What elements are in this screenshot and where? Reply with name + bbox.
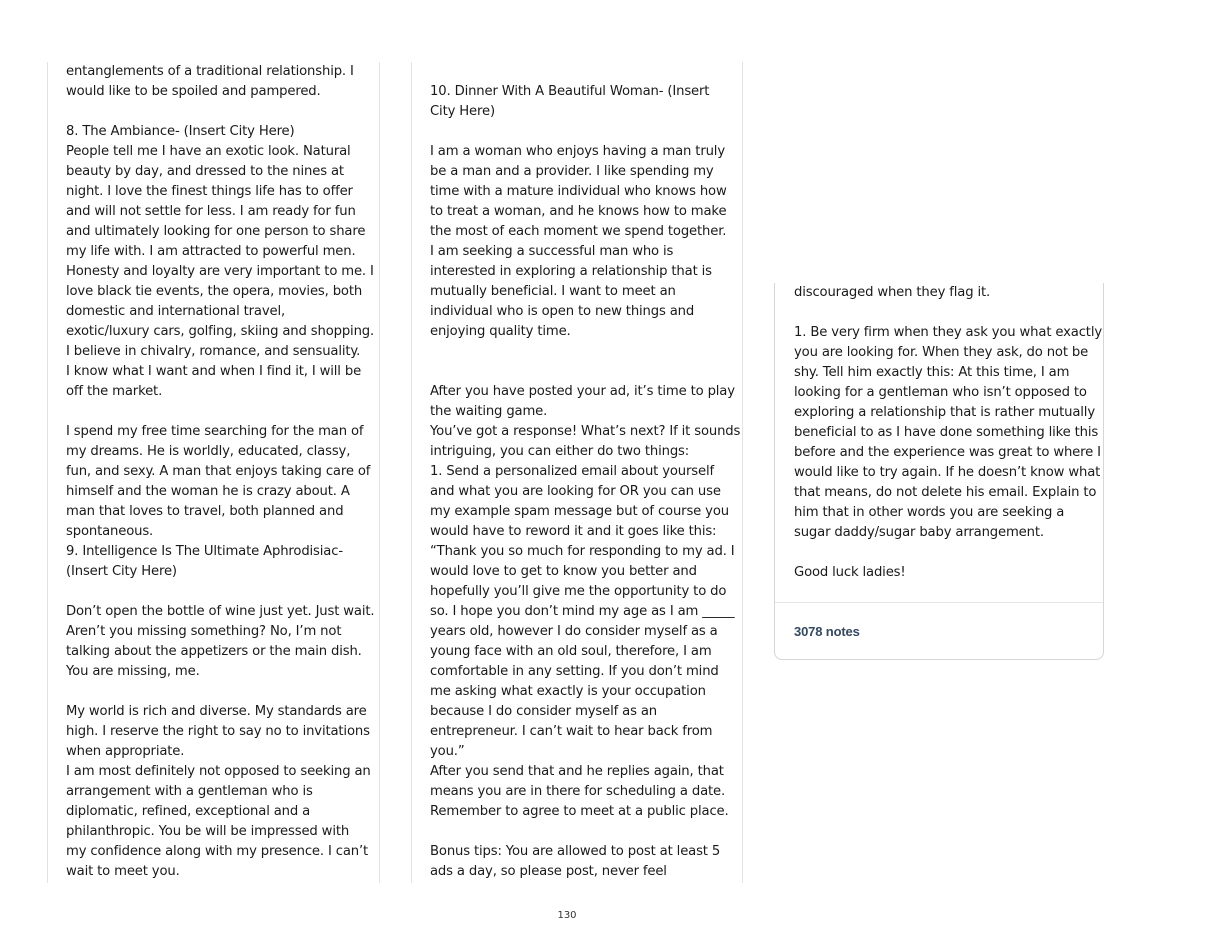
text-line: to treat a woman, and he knows how to make	[430, 204, 727, 219]
text-line: exploring a relationship that is rather mutually	[794, 405, 1095, 420]
text-line: arrangement with a gentleman who is	[66, 784, 313, 799]
card-divider	[775, 602, 1103, 603]
text-line: interested in exploring a relationship that is	[430, 264, 712, 279]
text-line: off the market.	[66, 384, 163, 399]
text-line: I am most definitely not opposed to seeking an	[66, 764, 371, 779]
text-line: the most of each moment we spend together.	[430, 224, 727, 239]
post-heading: (Insert City Here)	[66, 564, 177, 579]
text-line: People tell me I have an exotic look. Natural	[66, 144, 351, 159]
text-line: 1. Be very firm when they ask you what exactly	[794, 325, 1102, 340]
page-number: 130	[557, 910, 577, 921]
post-card	[774, 283, 1104, 660]
text-line: years old, however I do consider myself as a	[430, 624, 718, 639]
text-line: wait to meet you.	[66, 864, 180, 879]
text-line: looking for a gentleman who isn’t opposed to	[794, 385, 1087, 400]
text-column-left	[47, 62, 380, 883]
text-line: me asking what exactly is your occupation	[430, 684, 706, 699]
text-line: philanthropic. You be will be impressed with	[66, 824, 350, 839]
column-left-text	[48, 62, 379, 882]
text-line: domestic and international travel,	[66, 304, 286, 319]
text-line	[66, 682, 361, 702]
text-line	[430, 362, 724, 382]
text-line: My world is rich and diverse. My standards are	[66, 704, 367, 719]
text-line: would like to try again. If he doesn’t know what	[794, 465, 1101, 480]
text-line: diplomatic, refined, exceptional and a	[66, 804, 311, 819]
text-line: you.”	[430, 744, 465, 759]
text-line: entanglements of a traditional relationship. I	[66, 64, 354, 79]
text-line: Don’t open the bottle of wine just yet. Just wait.	[66, 604, 375, 619]
text-line: young face with an old soul, therefore, I am	[430, 644, 712, 659]
text-line	[430, 822, 724, 842]
text-line: my dreams. He is worldly, educated, classy,	[66, 444, 351, 459]
text-line: hopefully you’ll give me the opportunity to do	[430, 584, 727, 599]
post-heading: 10. Dinner With A Beautiful Woman- (Insert	[430, 84, 710, 99]
text-line: my example spam message but of course you	[430, 504, 729, 519]
text-line	[430, 122, 724, 142]
text-line: After you have posted your ad, it’s time to play	[430, 384, 735, 399]
text-line: man that loves to travel, both planned and	[66, 504, 344, 519]
text-line: individual who is open to new things and	[430, 304, 695, 319]
text-line	[66, 402, 361, 422]
text-line: Bonus tips: You are allowed to post at least 5	[430, 844, 721, 859]
text-line: you are looking for. When they ask, do not be	[794, 345, 1089, 360]
text-line: would have to reword it and it goes like this:	[430, 524, 717, 539]
text-line: shy. Tell him exactly this: At this time, I am	[794, 365, 1070, 380]
text-line: him that in other words you are seeking a	[794, 505, 1065, 520]
text-line: that means, do not delete his email. Explain to	[794, 485, 1097, 500]
text-line: and will not settle for less. I am ready for fun	[66, 204, 356, 219]
text-line: I am seeking a successful man who is	[430, 244, 674, 259]
text-line: After you send that and he replies again, that	[430, 764, 724, 779]
text-line	[66, 582, 361, 602]
text-line: when appropriate.	[66, 744, 185, 759]
text-line: because I do consider myself as an	[430, 704, 657, 719]
text-line: would love to get to know you better and	[430, 564, 697, 579]
text-line: and what you are looking for OR you can use	[430, 484, 721, 499]
text-line: intriguing, you can either do two things:	[430, 444, 690, 459]
text-line: I am a woman who enjoys having a man truly	[430, 144, 725, 159]
text-line	[430, 342, 724, 362]
text-line: exotic/luxury cars, golfing, skiing and shopping.	[66, 324, 375, 339]
text-line: means you are in there for scheduling a date.	[430, 784, 726, 799]
text-line: the waiting game.	[430, 404, 548, 419]
text-line	[794, 543, 1085, 563]
text-line: love black tie events, the opera, movies, both	[66, 284, 363, 299]
post-heading: 8. The Ambiance- (Insert City Here)	[66, 124, 295, 139]
text-line: “Thank you so much for responding to my ad. I	[430, 544, 735, 559]
text-line: beneficial to as I have done something like this	[794, 425, 1099, 440]
text-line: high. I reserve the right to say no to invitations	[66, 724, 370, 739]
text-line: I spend my free time searching for the man of	[66, 424, 364, 439]
text-line: entrepreneur. I can’t wait to hear back from	[430, 724, 713, 739]
text-line: before and the experience was great to where I	[794, 445, 1101, 460]
text-line: I know what I want and when I find it, I will be	[66, 364, 362, 379]
post-card-text	[775, 283, 1103, 583]
text-line: I believe in chivalry, romance, and sensuality.	[66, 344, 361, 359]
text-line: would like to be spoiled and pampered.	[66, 84, 321, 99]
column-middle-text	[412, 62, 742, 882]
notes-count[interactable]: 3078 notes	[794, 624, 860, 639]
text-line: mutually beneficial. I want to meet an	[430, 284, 676, 299]
text-line: You’ve got a response! What’s next? If it sounds	[430, 424, 741, 439]
text-line: time with a mature individual who knows how	[430, 184, 727, 199]
text-line: sugar daddy/sugar baby arrangement.	[794, 525, 1044, 540]
text-line: spontaneous.	[66, 524, 154, 539]
text-column-middle	[411, 62, 743, 883]
text-line: talking about the appetizers or the main dish.	[66, 644, 362, 659]
text-line: so. I hope you don’t mind my age as I am _____	[430, 604, 735, 619]
text-line: discouraged when they flag it.	[794, 285, 991, 300]
text-line: fun, and sexy. A man that enjoys taking care of	[66, 464, 371, 479]
text-line: and ultimately looking for one person to share	[66, 224, 366, 239]
text-line: You are missing, me.	[66, 664, 200, 679]
text-line: be a man and a provider. I like spending my	[430, 164, 714, 179]
text-line: Honesty and loyalty are very important to me. I	[66, 264, 374, 279]
post-heading: 9. Intelligence Is The Ultimate Aphrodisiac-	[66, 544, 343, 559]
text-line: Aren’t you missing something? No, I’m not	[66, 624, 342, 639]
text-line: my confidence along with my presence. I can’t	[66, 844, 369, 859]
post-heading: City Here)	[430, 104, 495, 119]
text-line: 1. Send a personalized email about yourself	[430, 464, 714, 479]
text-line: ads a day, so please post, never feel	[430, 864, 667, 879]
text-line: night. I love the finest things life has to offer	[66, 184, 353, 199]
text-line: enjoying quality time.	[430, 324, 571, 339]
text-line	[794, 303, 1085, 323]
text-line: himself and the woman he is crazy about. A	[66, 484, 350, 499]
text-line: Good luck ladies!	[794, 565, 906, 580]
text-line: Remember to agree to meet at a public place.	[430, 804, 729, 819]
text-line: beauty by day, and dressed to the nines at	[66, 164, 344, 179]
text-line	[66, 102, 361, 122]
text-line: my life with. I am attracted to powerful men.	[66, 244, 356, 259]
text-line: comfortable in any setting. If you don’t mind	[430, 664, 719, 679]
